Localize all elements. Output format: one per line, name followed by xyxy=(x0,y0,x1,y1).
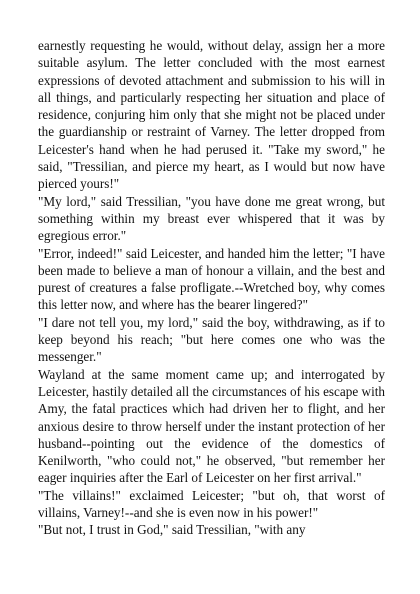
paragraph-boy-reply: "I dare not tell you, my lord," said the boy, withdrawing, as if to keep beyond his reach; "but here comes one who was the messenger." xyxy=(38,314,385,365)
paragraph-letter-conclusion: earnestly requesting he would, without delay, assign her a more suitable asylum. The letter concluded with the most earnest expressions of devoted attachment and submission to his will in all things, and particularly respecting her situation and place of residence, conjuring him only that she might not be placed under the guardianship or restraint of Varney. The letter dropped from Leicester's hand when he had perused it. "Take my sword," he said, "Tressilian, and pierce my heart, as I would but now have pierced yours!" xyxy=(38,38,385,192)
paragraph-leicester-exclaims: "The villains!" exclaimed Leicester; "but oh, that worst of villains, Varney!--and she is even now in his power!" xyxy=(38,487,385,521)
paragraph-tressilian-trust: "But not, I trust in God," said Tressilian, "with any xyxy=(38,522,306,538)
paragraph-wayland-account: Wayland at the same moment came up; and interrogated by Leicester, hastily detailed all the circumstances of his escape with Amy, the fatal practices which had driven her to flight, and her anxious desire to throw herself under the instant protection of her husband--pointing out the evidence of the domestics of Kenilworth, "who could not," he observed, "but remember her eager inquiries after the Earl of Leicester on her first arrival." xyxy=(38,366,385,486)
paragraph-tressilian-reply: "My lord," said Tressilian, "you have done me great wrong, but something within my breast ever whispered that it was by egregious error." xyxy=(38,193,385,244)
paragraph-leicester-error: "Error, indeed!" said Leicester, and handed him the letter; "I have been made to believe a man of honour a villain, and the best and purest of creatures a false profligate.--Wretched boy, why comes this letter now, and where has the bearer lingered?" xyxy=(38,245,385,313)
book-page xyxy=(38,37,385,539)
